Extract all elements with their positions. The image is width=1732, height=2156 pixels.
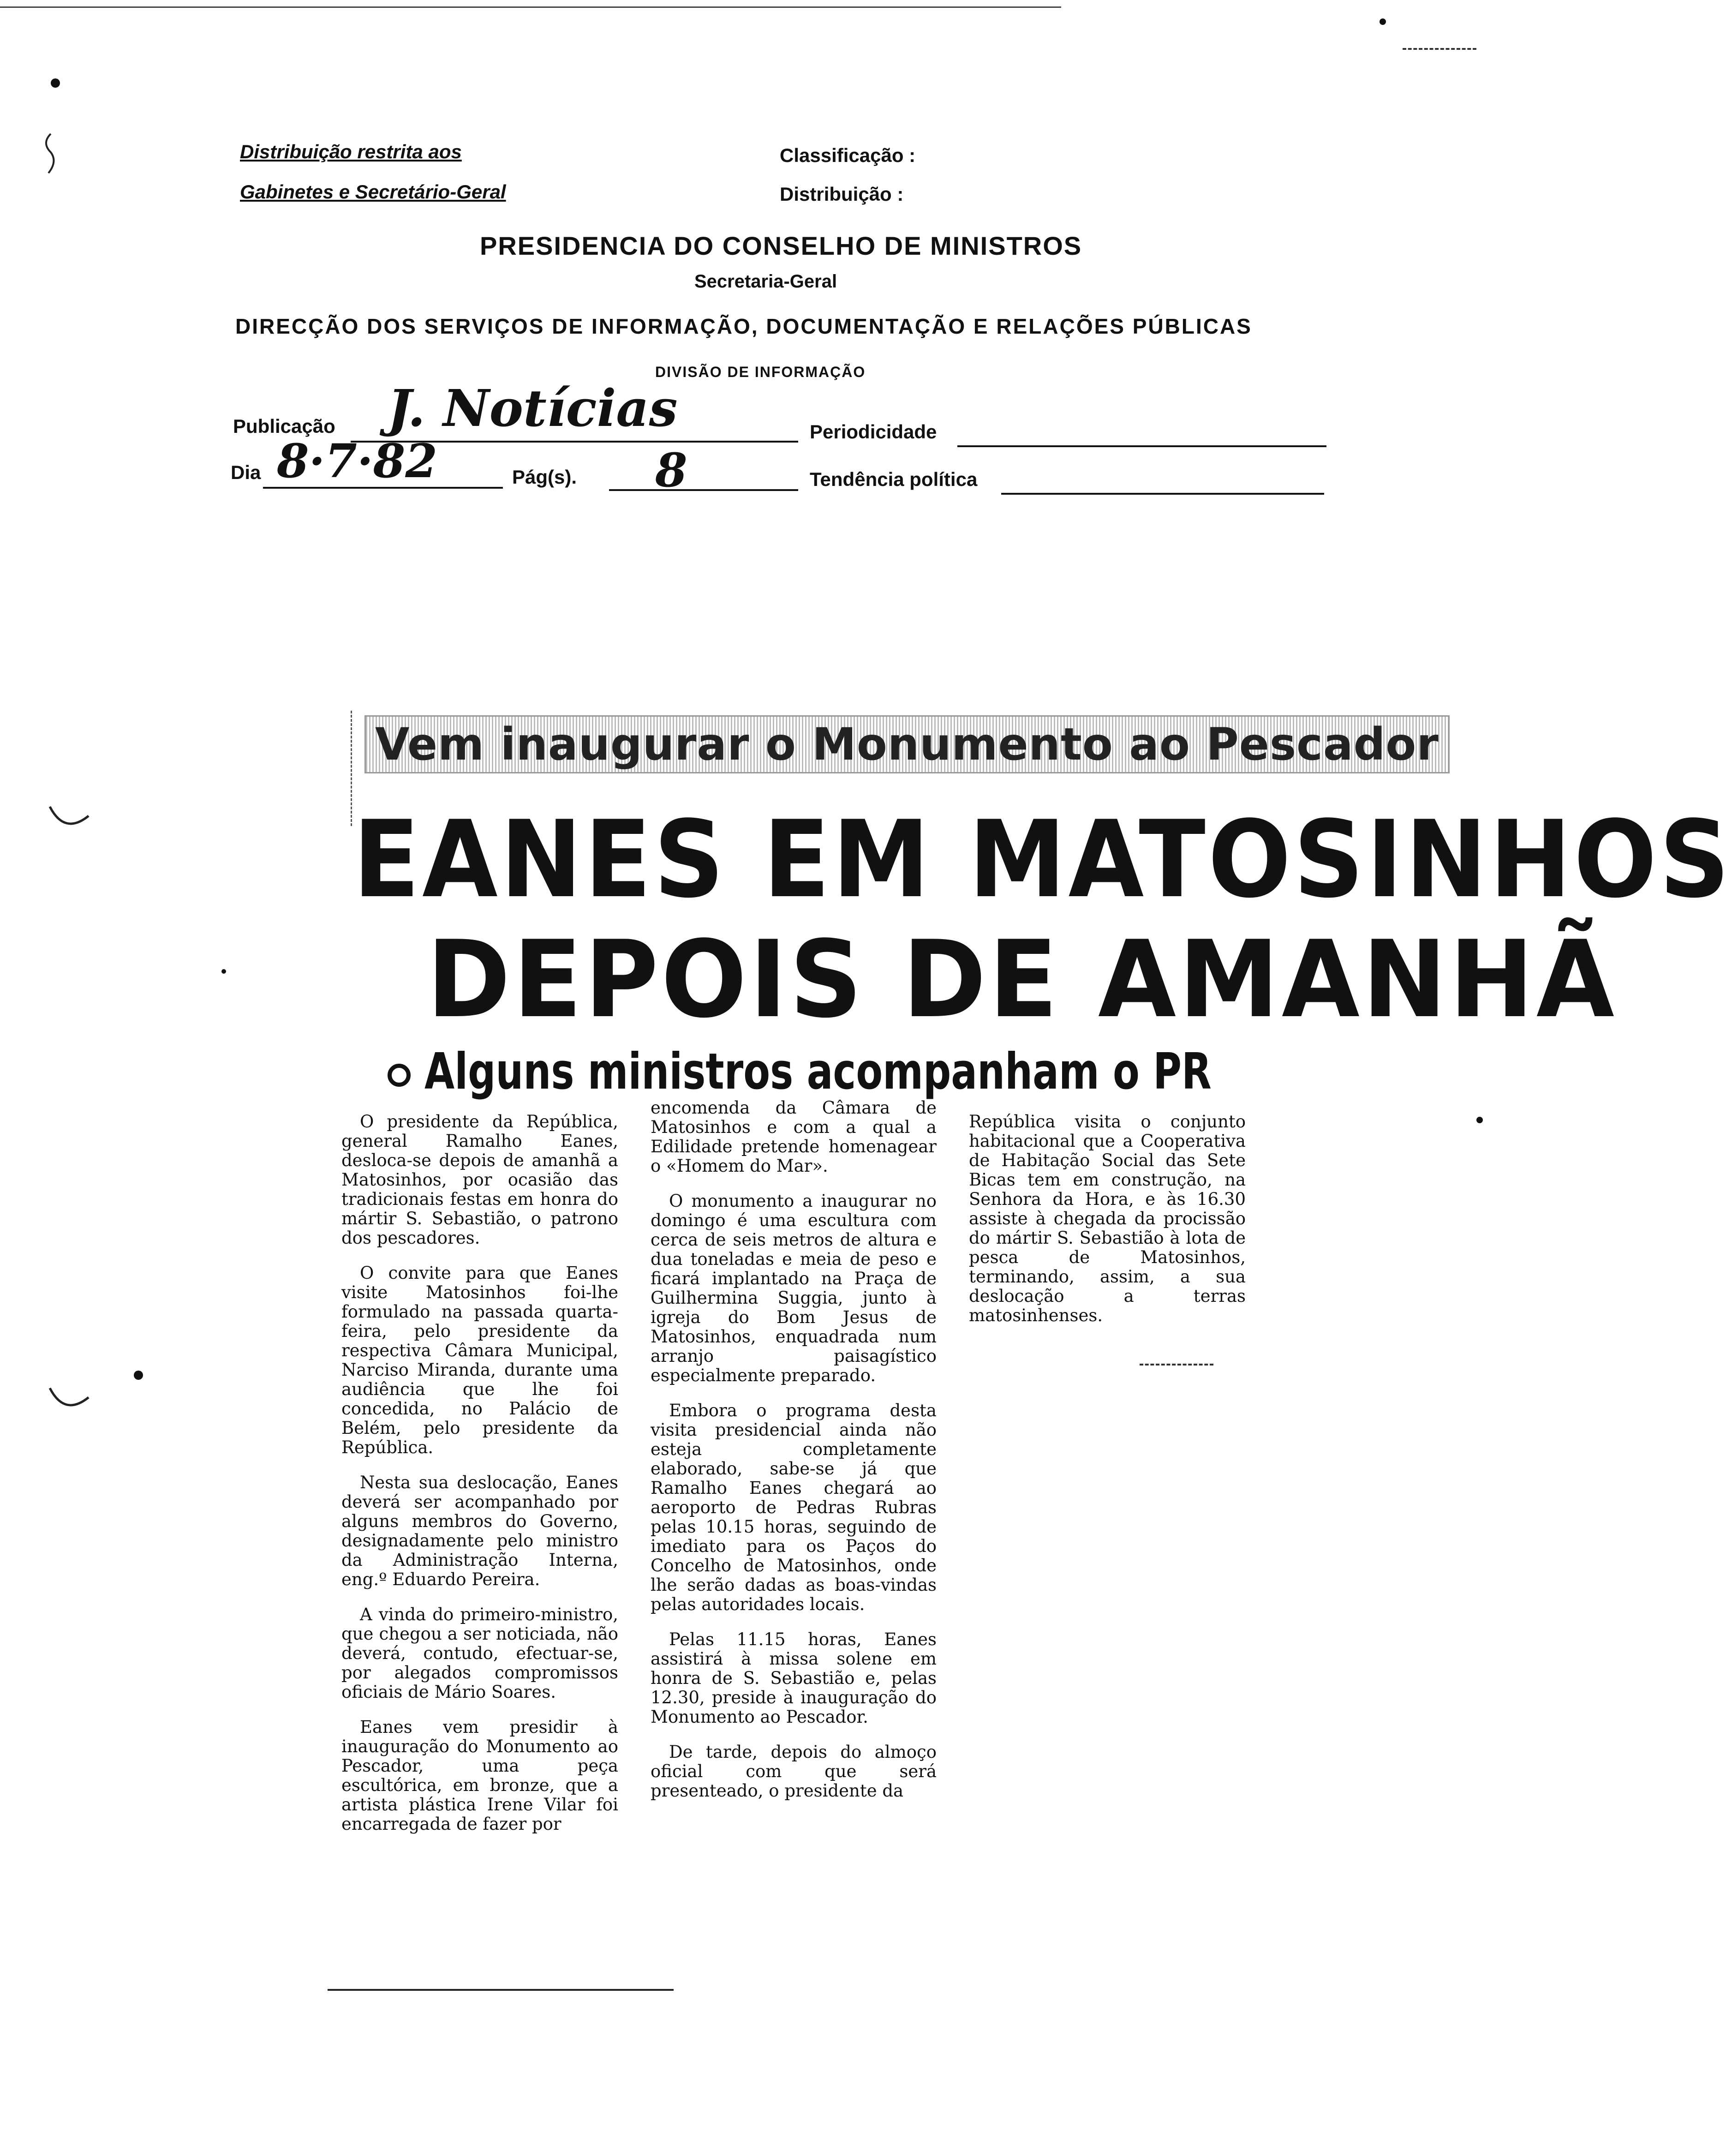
scan-speck bbox=[1476, 1117, 1483, 1123]
pag-label: Pág(s). bbox=[512, 466, 577, 488]
article-paragraph: encomenda da Câmara de Matosinhos e com a qual a Edilidade pretende homenagear o «Homem do Mar». bbox=[651, 1098, 937, 1176]
column-end-dash bbox=[1140, 1364, 1213, 1365]
article-paragraph: Eanes vem presidir à inauguração do Monumento ao Pescador, uma peça escultórica, em bronze, que a artista plástica Irene Vilar foi encarregada de fazer por bbox=[341, 1717, 618, 1834]
article-headline-line2: DEPOIS DE AMANHÃ bbox=[427, 918, 1617, 1042]
scan-speck bbox=[221, 969, 226, 974]
pag-handwritten-value: 8 bbox=[655, 443, 687, 497]
article-paragraph: República visita o conjunto habitacional que a Cooperativa de Habitação Social das Sete Bicas tem em construção, na Senhora da Hora, e às 16.30 assiste à chegada da procissão do mártir S. Sebastião à lota de pesca de Matosinhos, terminando, assim, a sua deslocação a terras matosinhenses. bbox=[969, 1112, 1246, 1325]
classification-label: Classificação : bbox=[780, 144, 916, 166]
article-paragraph: A vinda do primeiro-ministro, que chegou a ser noticiada, não deverá, contudo, efectuar-se, por alegados compromissos oficiais de Mário Soares. bbox=[341, 1605, 618, 1702]
article-kicker: Vem inaugurar o Monumento ao Pescador bbox=[364, 715, 1450, 773]
article-column-3 bbox=[969, 1112, 1246, 1341]
margin-arc-mark bbox=[46, 803, 92, 835]
scan-speck bbox=[1380, 18, 1386, 25]
scan-speck bbox=[51, 78, 60, 88]
pag-line bbox=[609, 489, 798, 491]
dia-label: Dia bbox=[231, 461, 261, 483]
distribution-offices-label: Gabinetes e Secretário-Geral bbox=[240, 181, 506, 203]
tendencia-label: Tendência política bbox=[810, 468, 978, 490]
publicacao-handwritten-value: J. Notícias bbox=[388, 378, 678, 438]
tendencia-line bbox=[1001, 493, 1324, 495]
article-paragraph: O presidente da República, general Ramalho Eanes, desloca-se depois de amanhã a Matosinhos, por ocasião das tradicionais festas em honra do mártir S. Sebastião, o patrono dos pescadores. bbox=[341, 1112, 618, 1248]
article-paragraph: Nesta sua deslocação, Eanes deverá ser acompanhado por alguns membros do Governo, designadamente pelo ministro da Administração Interna, eng.º Eduardo Pereira. bbox=[341, 1473, 618, 1589]
periodicidade-label: Periodicidade bbox=[810, 421, 937, 443]
margin-arc-mark bbox=[46, 1384, 92, 1417]
article-deck: Alguns ministros acompanham o PR bbox=[424, 1043, 1212, 1101]
distribution-restricted-label: Distribuição restrita aos bbox=[240, 141, 462, 162]
clipping-left-edge bbox=[351, 711, 352, 826]
article-paragraph: Pelas 11.15 horas, Eanes assistirá à missa solene em honra de S. Sebastião e, pelas 12.30, preside à inauguração do Monumento ao Pescador. bbox=[651, 1629, 937, 1727]
deck-bullet-icon bbox=[388, 1064, 411, 1087]
publicacao-label: Publicação bbox=[233, 415, 335, 437]
distribution-label: Distribuição : bbox=[780, 183, 904, 205]
clipping-bottom-rule bbox=[328, 1989, 674, 1991]
article-column-2 bbox=[651, 1098, 937, 1816]
article-paragraph: O monumento a inaugurar no domingo é uma escultura com cerca de seis metros de altura e dua toneladas e meia de peso e ficará implantado na Praça de Guilhermina Suggia, junto à igreja do Bom Jesus de Matosinhos, enquadrada num arranjo paisagístico especialmente preparado. bbox=[651, 1191, 937, 1385]
dia-handwritten-value: 8·7·82 bbox=[277, 434, 437, 488]
margin-scribble-mark bbox=[37, 129, 65, 180]
scan-edge-dash bbox=[1403, 48, 1476, 50]
page-title: PRESIDENCIA DO CONSELHO DE MINISTROS bbox=[480, 231, 1082, 260]
article-column-1 bbox=[341, 1112, 618, 1850]
division-heading: DIVISÃO DE INFORMAÇÃO bbox=[655, 364, 866, 380]
article-paragraph: O convite para que Eanes visite Matosinhos foi-lhe formulado na passada quarta-feira, pelo presidente da respectiva Câmara Municipal, Narciso Miranda, durante uma audiência que lhe foi concedida, no Palácio de Belém, pelo presidente da República. bbox=[341, 1263, 618, 1457]
scan-edge-line bbox=[0, 6, 1061, 8]
article-paragraph: De tarde, depois do almoço oficial com que será presenteado, o presidente da bbox=[651, 1742, 937, 1801]
article-headline-line1: EANES EM MATOSINHOS bbox=[353, 798, 1732, 922]
scan-speck bbox=[134, 1371, 143, 1380]
article-paragraph: Embora o programa desta visita presidencial ainda não esteja completamente elaborado, sabe-se já que Ramalho Eanes chegará ao aeroporto de Pedras Rubras pelas 10.15 horas, seguindo de imediato para os Paços do Concelho de Matosinhos, onde lhe serão dadas as boas-vindas pelas autoridades locais. bbox=[651, 1401, 937, 1614]
directorate-heading: DIRECÇÃO DOS SERVIÇOS DE INFORMAÇÃO, DOCUMENTAÇÃO E RELAÇÕES PÚBLICAS bbox=[235, 314, 1252, 338]
page-subtitle: Secretaria-Geral bbox=[694, 271, 837, 292]
periodicidade-line bbox=[957, 445, 1326, 447]
